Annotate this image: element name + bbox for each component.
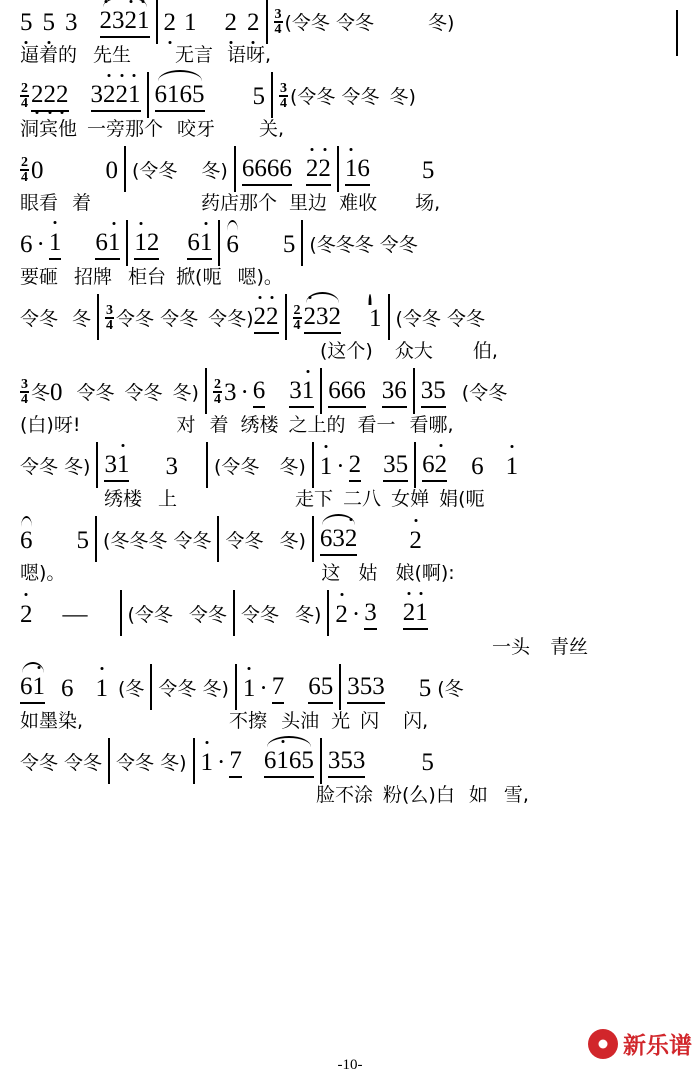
lyric-syllable: 不擦: [229, 710, 268, 732]
staff-row: [10, 740, 690, 814]
lyric-syllable: 雪,: [503, 784, 529, 806]
note: 1: [49, 228, 62, 260]
percussion-syllables: (冬: [437, 678, 464, 700]
lyrics-line: [20, 704, 684, 734]
note-group: 632: [320, 524, 358, 556]
staff-row: [10, 666, 690, 740]
note: 2: [349, 450, 362, 482]
note-group: 36: [382, 376, 407, 408]
time-signature: 2 4: [293, 303, 301, 333]
note: 3: [364, 598, 377, 630]
lyric-syllable: 难收: [339, 192, 378, 214]
note: 6: [253, 376, 266, 408]
notation-line: [20, 596, 684, 630]
note: 2: [335, 601, 348, 628]
note: 0: [31, 157, 44, 184]
staff-row: [10, 592, 690, 666]
note-group: 35: [383, 450, 408, 482]
time-signature: 3 4: [21, 377, 28, 407]
note-group: 61: [187, 228, 212, 260]
note: 5: [252, 83, 265, 110]
lyric-syllable: 这: [321, 562, 341, 584]
note-group: 6165: [155, 80, 205, 112]
note: 6: [20, 527, 33, 554]
note: 2: [163, 9, 176, 36]
note: 1: [242, 675, 256, 702]
notation-line: [20, 522, 684, 556]
percussion-syllables: 令冬: [124, 382, 163, 404]
note: 5: [418, 675, 432, 702]
note: 2: [20, 601, 33, 628]
percussion-syllables: 冬: [31, 382, 51, 404]
time-signature: 3 4: [274, 7, 282, 37]
lyric-syllable: 一旁那个: [87, 118, 164, 140]
note-group: 3221: [91, 80, 141, 112]
percussion-syllables: (冬: [118, 678, 145, 700]
lyric-syllable: 洞宾他: [20, 118, 78, 140]
note: 1: [319, 453, 333, 480]
lyric-syllable: 嗯)。: [237, 266, 283, 288]
dot-prolong: ·: [336, 453, 345, 480]
lyric-syllable: 娘(啊):: [395, 562, 455, 584]
lyric-syllable: 着: [72, 192, 92, 214]
note: 6: [20, 231, 33, 258]
note-group: 65: [308, 672, 333, 704]
notation-line: [20, 152, 684, 186]
note-group: 6165: [264, 746, 314, 778]
tie-dash: —: [62, 601, 88, 628]
note-group: 61: [20, 672, 45, 704]
lyrics-line: [20, 778, 684, 808]
note: 1: [184, 9, 197, 36]
watermark-text: 新乐谱: [623, 1033, 692, 1059]
lyric-syllable: 姑: [358, 562, 378, 584]
percussion-syllables: 令冬 令冬: [20, 752, 103, 774]
lyrics-line: [20, 556, 684, 586]
note: 0: [50, 379, 63, 406]
note-group: 353: [328, 746, 366, 778]
notation-line: [20, 226, 684, 260]
note: 6: [61, 675, 74, 702]
percussion-syllables: 冬): [389, 86, 416, 108]
time-signature: 3 4: [280, 81, 287, 111]
lyrics-line: [20, 38, 684, 68]
notation-line: [20, 300, 684, 334]
note: 7: [272, 672, 285, 704]
note: 5: [20, 9, 33, 36]
note-group: 31: [104, 450, 129, 482]
lyric-syllable: (白)呀!: [20, 414, 81, 436]
note: 6: [471, 453, 484, 480]
lyric-syllable: 着: [209, 414, 229, 436]
percussion-syllables: 令冬: [225, 530, 264, 552]
percussion-syllables: (令冬 令冬: [284, 12, 374, 34]
notation-line: [20, 744, 684, 778]
staff-row: [10, 296, 690, 370]
note: 5: [282, 231, 296, 258]
notation-line: [20, 670, 684, 704]
dot-prolong: ·: [240, 379, 249, 406]
time-signature: 3 4: [106, 303, 114, 333]
notation-line: [20, 374, 684, 408]
notation-line: [20, 78, 684, 112]
note: 3: [65, 9, 78, 36]
lyric-syllable: 脸不涂: [316, 784, 374, 806]
note: 0: [105, 157, 118, 184]
dot-prolong: ·: [36, 231, 45, 258]
watermark-logo: [588, 1027, 692, 1060]
staff-row: [10, 0, 690, 74]
note-group: 35: [421, 376, 446, 408]
lyric-syllable: 嗯)。: [20, 562, 66, 584]
note: 5: [421, 749, 434, 776]
lyric-syllable: 看一: [357, 414, 396, 436]
dot-prolong: ·: [351, 601, 361, 628]
note: 5: [76, 527, 89, 554]
note-group: 21: [403, 598, 428, 630]
percussion-syllables: 冬): [279, 530, 306, 552]
note: 3: [165, 453, 178, 480]
percussion-syllables: 令冬: [240, 604, 279, 626]
percussion-syllables: 冬): [172, 382, 199, 404]
note: 6: [226, 231, 239, 258]
record-disc-icon: [588, 1029, 618, 1059]
percussion-syllables: (令冬 令冬: [395, 308, 485, 330]
lyric-syllable: 一头: [492, 636, 531, 658]
lyric-syllable: 无言: [175, 44, 214, 66]
lyric-syllable: 众大: [394, 340, 433, 362]
staff-row: [10, 444, 690, 518]
note: 1: [200, 749, 213, 776]
lyric-syllable: 咬牙: [177, 118, 216, 140]
lyric-syllable: 上: [158, 488, 178, 510]
lyrics-line: [20, 186, 684, 216]
time-signature: 2 4: [21, 81, 28, 111]
staff-row: [10, 74, 690, 148]
lyric-syllable: 逼着的: [20, 44, 78, 66]
percussion-syllables: 令冬: [188, 604, 227, 626]
note-group: 62: [422, 450, 447, 482]
note: 5: [42, 9, 55, 36]
lyric-syllable: 对: [176, 414, 196, 436]
lyric-syllable: 娟(呃: [439, 488, 485, 510]
lyrics-line: [20, 334, 684, 364]
time-signature: 2 4: [213, 377, 221, 407]
lyric-syllable: 青丝: [550, 636, 589, 658]
note-group: 2321: [100, 6, 150, 38]
note: 7: [229, 746, 242, 778]
note-group: 353: [347, 672, 385, 704]
note: 3: [223, 379, 237, 406]
note-group: 31: [289, 376, 314, 408]
lyric-syllable: 粉(么)白: [383, 784, 455, 806]
percussion-syllables: 冬): [427, 12, 455, 34]
note-group: 6666: [242, 154, 292, 186]
lyric-syllable: 柜台: [128, 266, 167, 288]
percussion-syllables: (令冬: [127, 604, 173, 626]
notation-line: [20, 4, 684, 38]
lyric-syllable: 看哪,: [409, 414, 454, 436]
lyric-syllable: 药店那个: [201, 192, 278, 214]
dot-prolong: ·: [217, 749, 226, 776]
percussion-syllables: 冬): [279, 456, 306, 478]
percussion-syllables: 冬: [72, 308, 92, 330]
lyrics-line: [20, 112, 684, 142]
percussion-syllables: 令冬: [76, 382, 115, 404]
note-group: 22: [306, 154, 331, 186]
percussion-syllables: 令冬): [208, 308, 254, 330]
lyric-syllable: 里边: [289, 192, 328, 214]
lyric-syllable: 绣楼: [104, 488, 143, 510]
percussion-syllables: 冬): [294, 604, 322, 626]
percussion-syllables: 令冬: [20, 308, 59, 330]
percussion-syllables: 冬): [201, 160, 228, 182]
lyric-syllable: 如墨染,: [20, 710, 84, 732]
note-group: 232: [304, 302, 342, 334]
staff-row: [10, 518, 690, 592]
dot-prolong: ·: [259, 675, 268, 702]
percussion-syllables: (令冬: [132, 160, 178, 182]
percussion-syllables: (冬冬冬 令冬: [309, 234, 418, 256]
lyric-syllable: 先生: [93, 44, 132, 66]
time-signature: 2 4: [21, 155, 28, 185]
lyrics-line: [20, 482, 684, 512]
percussion-syllables: 令冬 冬): [116, 752, 187, 774]
note: 1: [95, 675, 108, 702]
note: 2: [409, 527, 422, 554]
note: 1: [369, 305, 382, 332]
lyric-syllable: 女婵: [391, 488, 430, 510]
percussion-syllables: (冬冬冬 令冬: [103, 530, 212, 552]
notation-line: [20, 448, 684, 482]
percussion-syllables: (令冬: [213, 456, 260, 478]
percussion-syllables: 令冬 令冬: [116, 308, 199, 330]
note-group: 61: [95, 228, 120, 260]
percussion-syllables: 令冬 冬): [158, 678, 229, 700]
lyric-syllable: 之上的: [288, 414, 346, 436]
note-group: 22: [254, 302, 279, 334]
lyrics-line: [20, 260, 684, 290]
note-group: 666: [328, 376, 366, 408]
note: 5: [421, 157, 435, 184]
note-group: 222: [31, 80, 69, 112]
lyrics-line: [20, 630, 684, 660]
staff-row: [10, 222, 690, 296]
note: 2: [224, 9, 237, 36]
lyric-syllable: 眼看: [20, 192, 59, 214]
percussion-syllables: (令冬: [461, 382, 508, 404]
percussion-syllables: (令冬 令冬: [290, 86, 380, 108]
lyric-syllable: 如: [468, 784, 488, 806]
note: 1: [505, 453, 519, 480]
note-group: 12: [134, 228, 159, 260]
lyric-syllable: 要砸: [20, 266, 59, 288]
lyric-syllable: (这个): [320, 340, 373, 362]
lyric-syllable: 掀(呃: [176, 266, 222, 288]
note: 2: [247, 9, 260, 36]
lyric-syllable: 闪: [360, 710, 380, 732]
lyric-syllable: 闪,: [403, 710, 429, 732]
note-group: 16: [345, 154, 370, 186]
lyric-syllable: 招牌: [74, 266, 113, 288]
lyrics-line: [20, 408, 684, 438]
lyric-syllable: 关,: [259, 118, 285, 140]
lyric-syllable: 二八: [343, 488, 382, 510]
staff-row: [10, 370, 690, 444]
lyric-syllable: 绣楼: [240, 414, 279, 436]
lyric-syllable: 语呀,: [227, 44, 272, 66]
lyric-syllable: 伯,: [472, 340, 498, 362]
page-number: -10-: [337, 1057, 363, 1073]
lyric-syllable: 走下: [295, 488, 334, 510]
staff-row: [10, 148, 690, 222]
lyric-syllable: 场,: [415, 192, 441, 214]
lyric-syllable: 光: [331, 710, 351, 732]
lyric-syllable: 头油: [281, 710, 320, 732]
percussion-syllables: 令冬 冬): [20, 456, 91, 478]
